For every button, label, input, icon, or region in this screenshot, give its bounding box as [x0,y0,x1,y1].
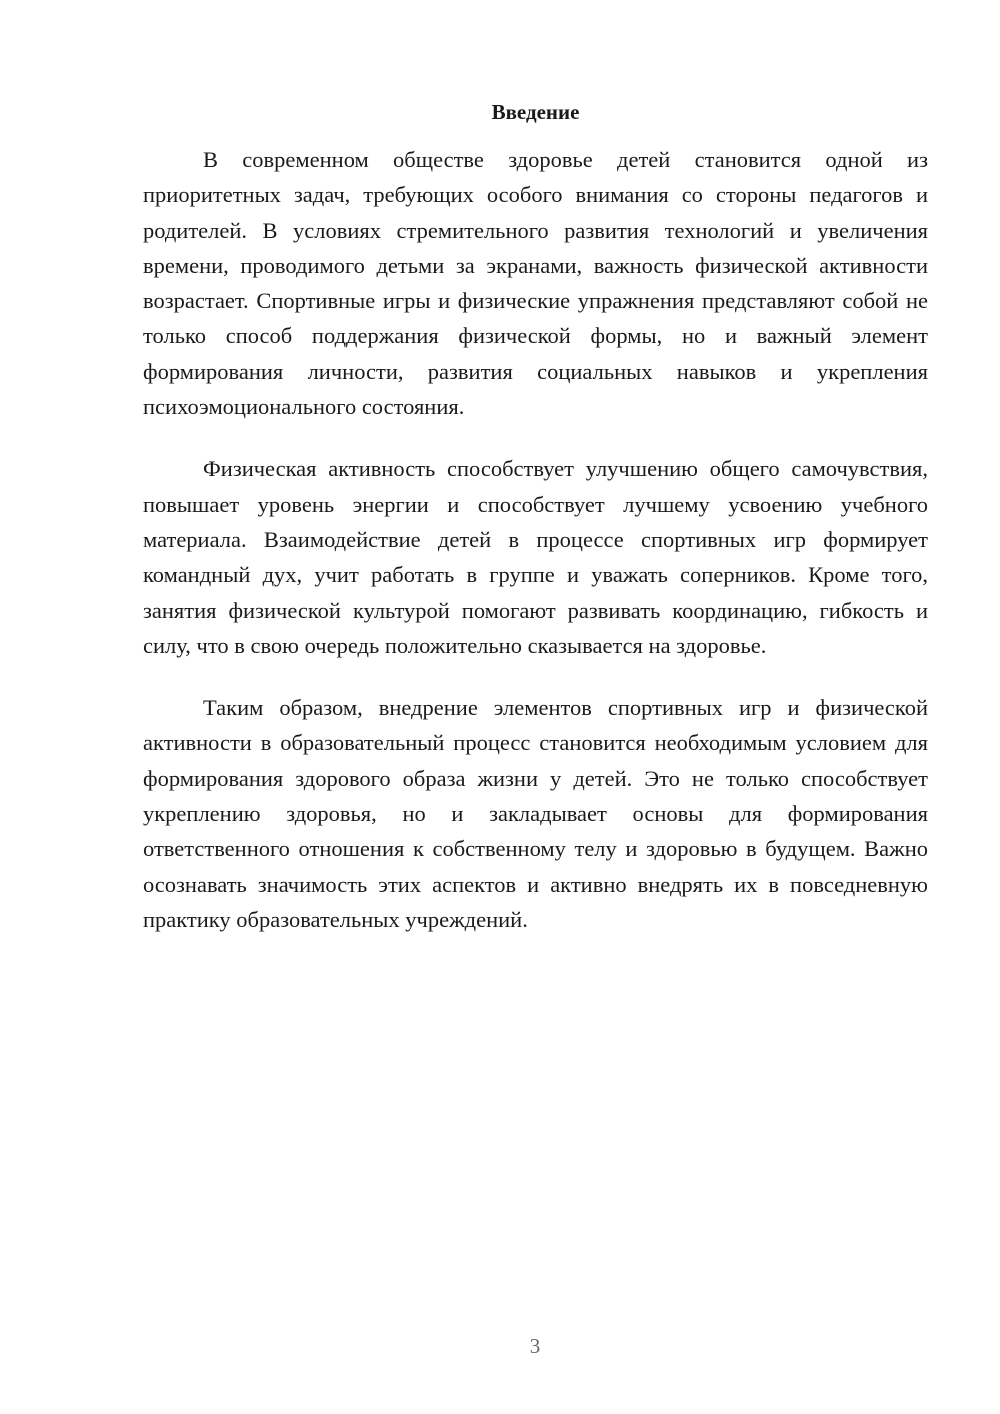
body-text [143,142,928,964]
paragraph-2: Физическая активность способствует улучшению общего самочувствия, повышает уровень энергии и способствует лучшему усвоению учебного материала. Взаимодействие детей в процессе спортивных игр формирует командный дух, учит работать в группе и уважать соперников. Кроме того, занятия физической культурой помогают развивать координацию, гибкость и силу, что в свою очередь положительно сказывается на здоровье. [143,456,928,658]
paragraph-1: В современном обществе здоровье детей становится одной из приоритетных задач, требующих особого внимания со стороны педагогов и родителей. В условиях стремительного развития технологий и увеличения времени, проводимого детьми за экранами, важность физической активности возрастает. Спортивные игры и физические упражнения представляют собой не только способ поддержания физической формы, но и важный элемент формирования личности, развития социальных навыков и укрепления психоэмоционального состояния. [143,147,928,420]
paragraph-3: Таким образом, внедрение элементов спортивных игр и физической активности в образовательный процесс становится необходимым условием для формирования здорового образа жизни у детей. Это не только способствует укреплению здоровья, но и закладывает основы для формирования ответственного отношения к собственному телу и здоровью в будущем. Важно осознавать значимость этих аспектов и активно внедрять их в повседневную практику образовательных учреждений. [143,695,928,932]
page-number: 3 [529,1334,541,1358]
section-heading: Введение [491,100,580,124]
